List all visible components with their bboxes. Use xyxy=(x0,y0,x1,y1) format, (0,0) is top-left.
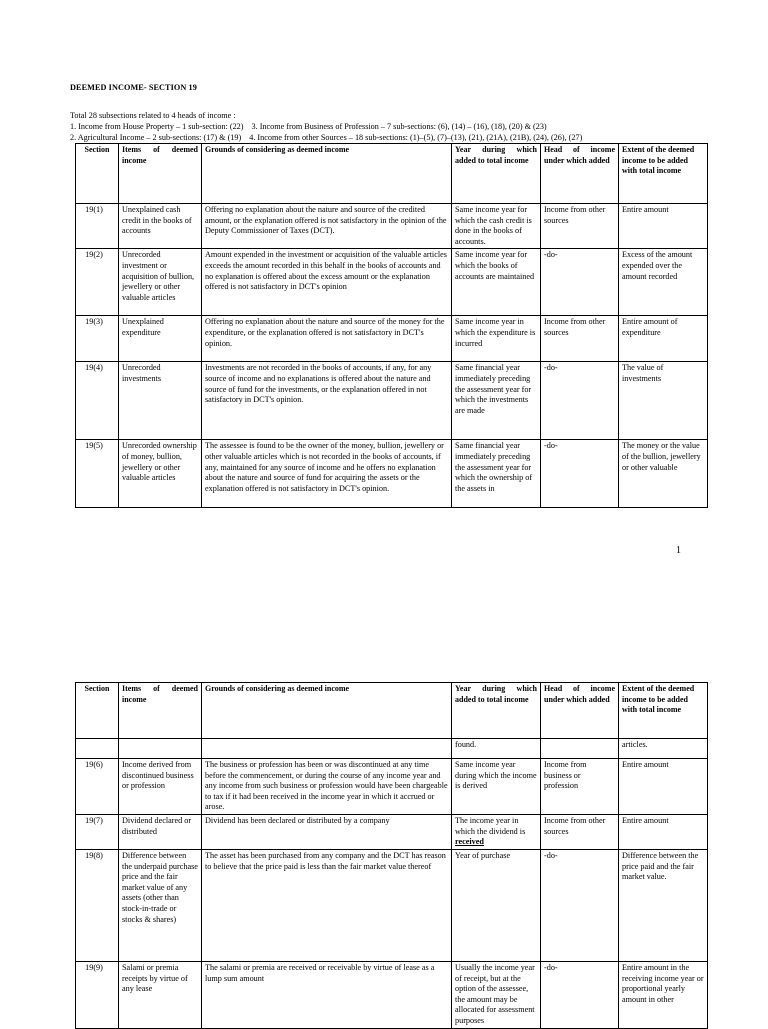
header-grounds: Grounds of considering as deemed income xyxy=(202,683,452,739)
intro-line-3 xyxy=(70,132,582,143)
header-extent: Extent of the deemed income to be added with total income xyxy=(619,683,708,739)
intro-item-1: 1. Income from House Property – 1 sub-section: (22) xyxy=(70,122,244,131)
cell-extent: Entire amount xyxy=(619,759,708,815)
cell-items: Unexplained expenditure xyxy=(119,316,202,362)
document-title: DEEMED INCOME- SECTION 19 xyxy=(70,83,197,92)
cell-section: 19(7) xyxy=(76,815,119,850)
cell-head xyxy=(541,739,619,759)
cell-extent: The money or the value of the bullion, jewellery or other valuable xyxy=(619,440,708,508)
cell-section xyxy=(76,739,119,759)
cell-head: -do- xyxy=(541,962,619,1029)
page-number: 1 xyxy=(676,545,681,556)
header-items: Items of deemed income xyxy=(119,683,202,739)
table-row xyxy=(76,316,708,362)
table-row xyxy=(76,362,708,440)
cell-head: Income from other sources xyxy=(541,204,619,249)
header-year: Year during which added to total income xyxy=(452,144,541,204)
cell-head: Income from other sources xyxy=(541,316,619,362)
table-row xyxy=(76,759,708,815)
cell-year: Year of purchase xyxy=(452,850,541,962)
cell-head: -do- xyxy=(541,362,619,440)
cell-extent: Excess of the amount expended over the amount recorded xyxy=(619,249,708,316)
cell-year: Usually the income year of receipt, but at the option of the assessee, the amount may be allocated for assessment purposes xyxy=(452,962,541,1029)
cell-grounds: The assessee is found to be the owner of the money, bullion, jewellery or other valuable articles which is not recorded in the books of accounts, if any, maintained for any source of income and he offers no explanation about the nature and source of fund for acquiring the assets or the explanation offered is not satisfactory in DCT's opinion. xyxy=(202,440,452,508)
header-extent: Extent of the deemed income to be added with total income xyxy=(619,144,708,204)
header-items: Items of deemed income xyxy=(119,144,202,204)
table-row xyxy=(76,850,708,962)
cell-extent: Entire amount xyxy=(619,204,708,249)
cell-head: Income from other sources xyxy=(541,815,619,850)
cell-grounds: Investments are not recorded in the books of accounts, if any, for any source of income and no explanations is offered about the nature and source of fund for the investments, or the explanation offered in not satisfactory in DCT's opinion. xyxy=(202,362,452,440)
header-head: Head of income under which added xyxy=(541,144,619,204)
intro-item-4: 4. Income from other Sources – 18 sub-sections: (1)–(5), (7)–(13), (21), (21A), (21B), (24), (26), (27) xyxy=(249,133,583,142)
cell-grounds: The business or profession has been or was discontinued at any time before the commencement, or during the course of any income year and any income from such business or profession would have been chargeable to tax if it had been received in the income year in which it accrued or arose. xyxy=(202,759,452,815)
year-text: The income year in which the dividend is xyxy=(455,816,526,836)
cell-head: Income from business or profession xyxy=(541,759,619,815)
cell-section: 19(8) xyxy=(76,850,119,962)
header-grounds: Grounds of considering as deemed income xyxy=(202,144,452,204)
cell-grounds: The asset has been purchased from any company and the DCT has reason to believe that the price paid is less than the fair market value thereof xyxy=(202,850,452,962)
intro-line-1: Total 28 subsections related to 4 heads of income : xyxy=(70,111,236,120)
cell-items: Dividend declared or distributed xyxy=(119,815,202,850)
cell-year: Same income year in which the expenditure is incurred xyxy=(452,316,541,362)
cell-section: 19(9) xyxy=(76,962,119,1029)
cell-extent: The value of investments xyxy=(619,362,708,440)
cell-extent: Entire amount xyxy=(619,815,708,850)
cell-section: 19(6) xyxy=(76,759,119,815)
table-row xyxy=(76,815,708,850)
cell-head: -do- xyxy=(541,440,619,508)
cell-grounds: Offering no explanation about the nature and source of the money for the expenditure, or the explanation offered is not satisfactory in DCT's opinion. xyxy=(202,316,452,362)
cell-extent: Difference between the price paid and the fair market value. xyxy=(619,850,708,962)
cell-head: -do- xyxy=(541,249,619,316)
cell-items: Income derived from discontinued business or profession xyxy=(119,759,202,815)
cell-year: Same income year for which the books of accounts are maintained xyxy=(452,249,541,316)
cell-grounds: Offering no explanation about the nature and source of the credited amount, or the explanation offered is not satisfactory in the opinion of the Deputy Commissioner of Taxes (DCT). xyxy=(202,204,452,249)
table-row-continuation xyxy=(76,739,708,759)
cell-grounds: The salami or premia are received or receivable by virtue of lease as a lump sum amount xyxy=(202,962,452,1029)
cell-extent: Entire amount in the receiving income year or proportional yearly amount in other xyxy=(619,962,708,1029)
cell-grounds xyxy=(202,739,452,759)
deemed-income-table-page-1 xyxy=(75,143,708,508)
cell-items: Unrecorded investment or acquisition of bullion, jewellery or other valuable articles xyxy=(119,249,202,316)
table-row xyxy=(76,962,708,1029)
cell-grounds: Dividend has been declared or distributed by a company xyxy=(202,815,452,850)
page-2 xyxy=(0,560,768,1024)
cell-items: Unrecorded investments xyxy=(119,362,202,440)
intro-item-3: 3. Income from Business of Profession – 7 sub-sections: (6), (14) – (16), (18), (20) & (23) xyxy=(251,122,547,131)
cell-grounds: Amount expended in the investment or acquisition of the valuable articles exceeds the amount recorded in this behalf in the books of accounts and no explanation is offered about the excess amount or the explanation offered is not satisfactory in DCT's opinion xyxy=(202,249,452,316)
year-emphasis: received xyxy=(455,837,484,847)
cell-year xyxy=(452,815,541,850)
table-header-row xyxy=(76,144,708,204)
cell-section: 19(4) xyxy=(76,362,119,440)
cell-year: Same income year for which the cash credit is done in the books of accounts. xyxy=(452,204,541,249)
intro-text xyxy=(70,110,582,143)
cell-section: 19(5) xyxy=(76,440,119,508)
cell-section: 19(1) xyxy=(76,204,119,249)
intro-line-2 xyxy=(70,121,582,132)
cell-section: 19(3) xyxy=(76,316,119,362)
header-section: Section xyxy=(76,144,119,204)
cell-items: Unexplained cash credit in the books of accounts xyxy=(119,204,202,249)
cell-items: Unrecorded ownership of money, bullion, jewellery or other valuable articles xyxy=(119,440,202,508)
table-header-row xyxy=(76,683,708,739)
cell-extent: Entire amount of expenditure xyxy=(619,316,708,362)
intro-item-2: 2. Agricultural Income – 2 sub-sections: (17) & (19) xyxy=(70,133,242,142)
cell-year: Same income year during which the income is derived xyxy=(452,759,541,815)
cell-items xyxy=(119,739,202,759)
header-head: Head of income under which added xyxy=(541,683,619,739)
cell-items: Difference between the underpaid purchase price and the fair market value of any assets (other than stock-in-trade or stocks & shares) xyxy=(119,850,202,962)
cell-year: found. xyxy=(452,739,541,759)
cell-year: Same financial year immediately preceding the assessment year for which the investments are made xyxy=(452,362,541,440)
header-section: Section xyxy=(76,683,119,739)
header-year: Year during which added to total income xyxy=(452,683,541,739)
cell-year: Same financial year immediately preceding the assessment year for which the ownership of the assets in xyxy=(452,440,541,508)
cell-extent: articles. xyxy=(619,739,708,759)
cell-section: 19(2) xyxy=(76,249,119,316)
table-row xyxy=(76,204,708,249)
table-row xyxy=(76,249,708,316)
cell-items: Salami or premia receipts by virtue of any lease xyxy=(119,962,202,1029)
cell-head: -do- xyxy=(541,850,619,962)
deemed-income-table-page-2 xyxy=(75,682,708,1029)
table-row xyxy=(76,440,708,508)
